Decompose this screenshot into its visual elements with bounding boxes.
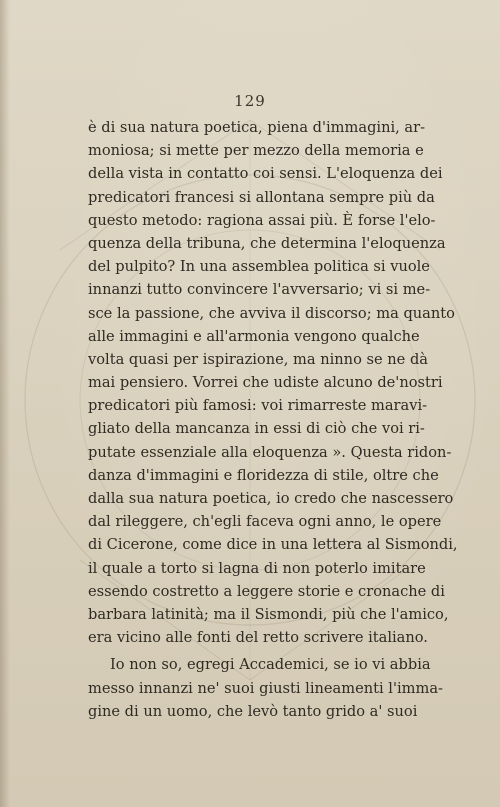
text-line: questo metodo: ragiona assai più. È forse l'elo- (88, 211, 436, 229)
text-line: il quale a torto si lagna di non poterlo imitare (88, 559, 426, 577)
text-line: Io non so, egregi Accademici, se io vi abbia (110, 656, 431, 674)
text-line: mai pensiero. Vorrei che udiste alcuno de'nostri (88, 374, 443, 392)
text-line: predicatori francesi si allontana sempre più da (88, 188, 435, 206)
text-line: putate essenziale alla eloquenza ». Questa ridon- (88, 443, 452, 461)
text-line: volta quasi per ispirazione, ma ninno se ne dà (88, 350, 428, 368)
paragraph-1 (88, 116, 458, 649)
text-line: dal rileggere, ch'egli faceva ogni anno, le opere (88, 513, 442, 531)
body-text (88, 116, 458, 723)
text-line: gliato della mancanza in essi di ciò che voi ri- (88, 420, 425, 438)
text-line: è di sua natura poetica, piena d'immagini, ar- (88, 119, 426, 136)
text-line: moniosa; si mette per mezzo della memoria e (88, 142, 424, 160)
text-line: alle immagini e all'armonia vengono qualche (88, 327, 420, 345)
text-line: innanzi tutto convincere l'avversario; vi si me- (88, 281, 431, 299)
page-number: 129 (234, 92, 266, 110)
text-line: di Cicerone, come dice in una lettera al Sismondi, (88, 536, 458, 554)
text-line: quenza della tribuna, che determina l'eloquenza (88, 234, 446, 252)
text-line: era vicino alle fonti del retto scrivere italiano. (88, 629, 428, 647)
text-line: sce la passione, che avviva il discorso; ma quanto (88, 304, 455, 322)
text-line: essendo costretto a leggere storie e cronache di (88, 582, 445, 600)
text-line: predicatori più famosi: voi rimarreste maravi- (88, 397, 428, 415)
text-line: gine di un uomo, che levò tanto grido a' suoi (88, 702, 418, 720)
paragraph-2 (88, 653, 443, 723)
text-line: danza d'immagini e floridezza di stile, oltre che (88, 466, 439, 484)
text-line: dalla sua natura poetica, io credo che nascessero (88, 490, 454, 507)
text-line: barbara latinità; ma il Sismondi, più che l'amico, (88, 605, 449, 623)
text-line: del pulpito? In una assemblea politica si vuole (88, 258, 430, 276)
page-edge-shadow (0, 0, 10, 807)
text-line: messo innanzi ne' suoi giusti lineamenti l'imma- (88, 679, 443, 697)
text-line: della vista in contatto coi sensi. L'eloquenza dei (88, 165, 443, 183)
